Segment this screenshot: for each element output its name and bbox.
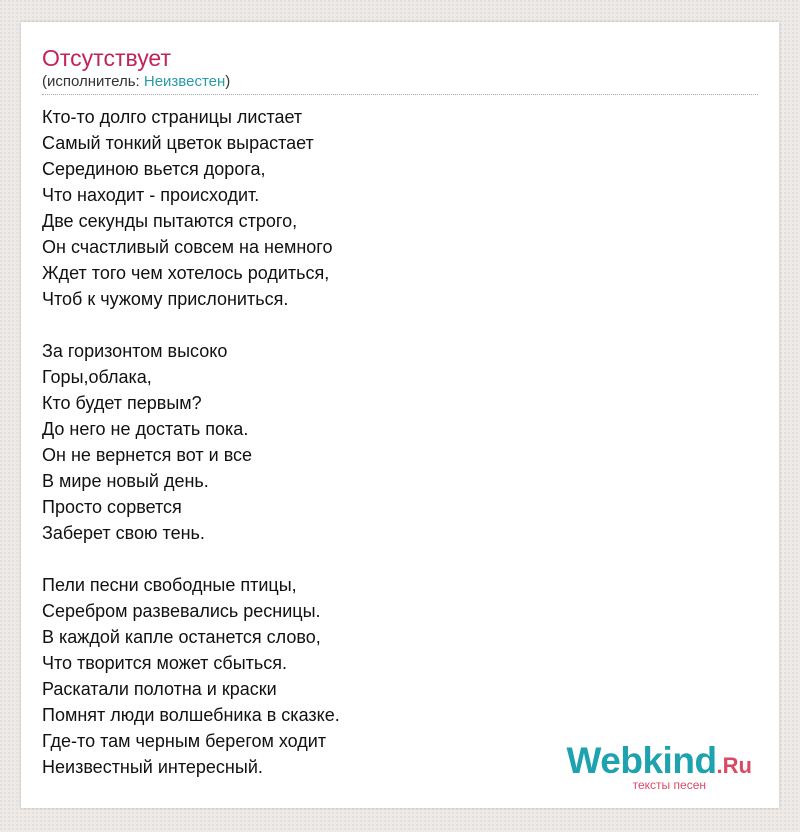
- lyrics-line: До него не достать пока.: [42, 419, 249, 439]
- artist-prefix: (исполнитель:: [42, 73, 144, 90]
- lyrics-line: Горы,облака,: [42, 367, 152, 387]
- logo-tld: .Ru: [716, 753, 752, 778]
- lyrics-line: Где-то там черным берегом ходит: [42, 731, 327, 751]
- lyrics-line: Кто-то долго страницы листает: [42, 107, 303, 127]
- lyrics-line: Помнят люди волшебника в сказке.: [42, 705, 340, 725]
- artist-suffix: ): [225, 73, 231, 90]
- lyrics-line: Ждет того чем хотелось родиться,: [42, 263, 330, 283]
- site-logo[interactable]: [567, 742, 752, 791]
- lyrics-stanza: [42, 338, 340, 546]
- lyrics-body: [42, 104, 340, 780]
- lyrics-line: Что творится может сбыться.: [42, 653, 288, 673]
- lyrics-line: Просто сорвется: [42, 497, 182, 517]
- lyrics-line: Неизвестный интересный.: [42, 757, 263, 777]
- lyrics-line: Две секунды пытаются строго,: [42, 211, 298, 231]
- lyrics-line: Он счастливый совсем на немного: [42, 237, 333, 257]
- song-title: Отсутствует: [42, 45, 171, 71]
- artist-line: [42, 73, 230, 91]
- lyrics-stanza: [42, 572, 340, 780]
- logo-tagline: тексты песен: [632, 778, 706, 792]
- lyrics-line: Раскатали полотна и краски: [42, 679, 277, 699]
- lyrics-line: Пели песни свободные птицы,: [42, 575, 297, 595]
- lyrics-line: Он не вернется вот и все: [42, 445, 253, 465]
- lyrics-line: Заберет свою тень.: [42, 523, 205, 543]
- lyrics-line: Чтоб к чужому прислониться.: [42, 289, 289, 309]
- lyrics-stanza: [42, 104, 340, 312]
- lyrics-line: Кто будет первым?: [42, 393, 202, 413]
- lyrics-line: В каждой капле останется слово,: [42, 627, 321, 647]
- lyrics-line: За горизонтом высоко: [42, 341, 228, 361]
- lyrics-line: Самый тонкий цветок вырастает: [42, 133, 314, 153]
- logo-name: Webkind: [566, 740, 717, 781]
- divider: [42, 94, 758, 95]
- lyrics-line: В мире новый день.: [42, 471, 209, 491]
- lyrics-line: Что находит - происходит.: [42, 185, 260, 205]
- lyrics-line: Серединою вьется дорога,: [42, 159, 266, 179]
- artist-link[interactable]: Неизвестен: [143, 73, 226, 90]
- song-card: [21, 22, 779, 808]
- lyrics-line: Серебром развевались ресницы.: [42, 601, 321, 621]
